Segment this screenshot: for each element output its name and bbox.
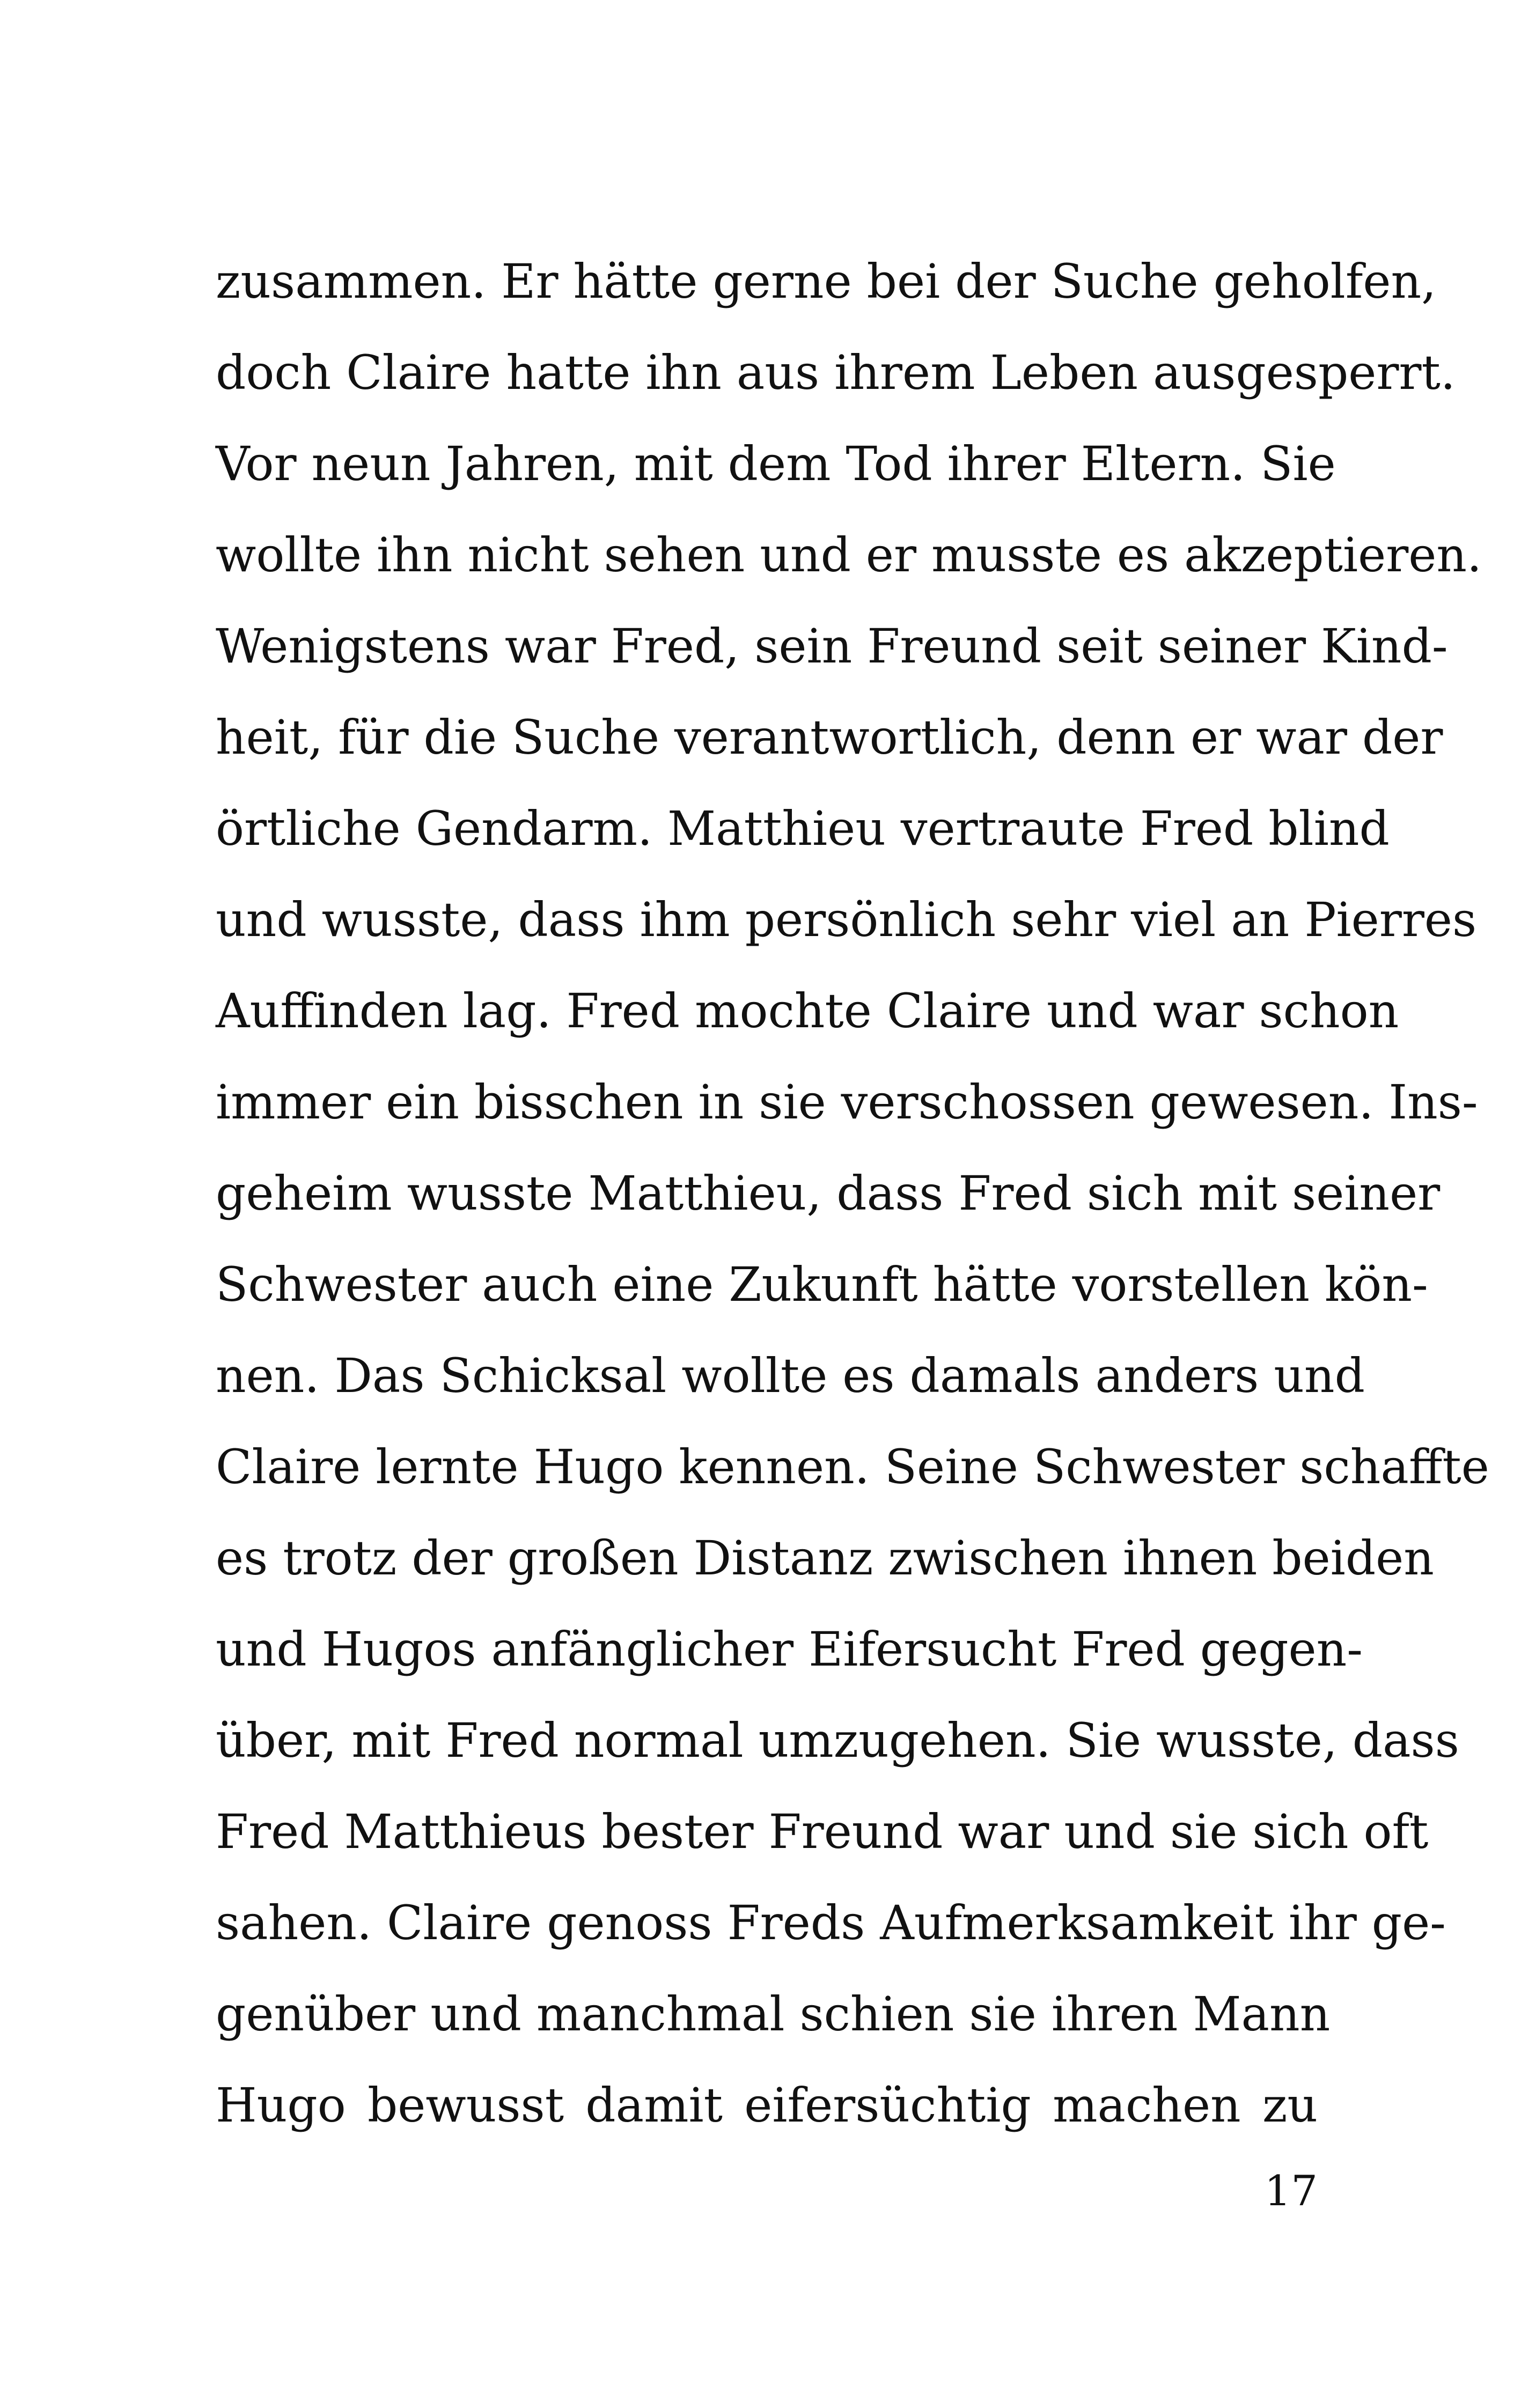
text-line-7: örtliche Gendarm. Matthieu vertraute Fred blind xyxy=(216,801,1390,856)
text-line-17: über, mit Fred normal umzugehen. Sie wusste, dass xyxy=(216,1713,1459,1768)
text-line-8: und wusste, dass ihm persönlich sehr viel an Pierres xyxy=(216,892,1477,947)
text-line-11: geheim wusste Matthieu, dass Fred sich mit seiner xyxy=(216,1166,1441,1221)
page-number: 17 xyxy=(1264,2167,1318,2215)
text-line-3: Vor neun Jahren, mit dem Tod ihrer Eltern. Sie xyxy=(216,436,1336,491)
text-line-4: wollte ihn nicht sehen und er musste es akzeptieren. xyxy=(216,527,1482,583)
body-text xyxy=(216,236,1489,2151)
text-line-12: Schwester auch eine Zukunft hätte vorstellen kön- xyxy=(216,1257,1428,1312)
text-line-16: und Hugos anfänglicher Eifersucht Fred gegen- xyxy=(216,1622,1363,1677)
text-line-5: Wenigstens war Fred, sein Freund seit seiner Kind- xyxy=(216,618,1448,674)
text-line-10: immer ein bisschen in sie verschossen gewesen. Ins- xyxy=(216,1074,1478,1130)
text-line-13: nen. Das Schicksal wollte es damals anders und xyxy=(216,1348,1365,1403)
text-line-9: Auffinden lag. Fred mochte Claire und war schon xyxy=(216,983,1399,1039)
text-line-21: Hugo bewusst damit eifersüchtig machen zu xyxy=(216,2078,1318,2133)
text-line-19: sahen. Claire genoss Freds Aufmerksamkeit ihr ge- xyxy=(216,1895,1446,1950)
text-line-20: genüber und manchmal schien sie ihren Mann xyxy=(216,1986,1331,2042)
text-line-18: Fred Matthieus bester Freund war und sie sich oft xyxy=(216,1804,1429,1859)
text-line-14: Claire lernte Hugo kennen. Seine Schwester schaffte xyxy=(216,1439,1489,1494)
text-line-15: es trotz der großen Distanz zwischen ihnen beiden xyxy=(216,1530,1434,1586)
text-line-6: heit, für die Suche verantwortlich, denn er war der xyxy=(216,710,1443,765)
text-line-1: zusammen. Er hätte gerne bei der Suche geholfen, xyxy=(216,254,1437,309)
text-line-2: doch Claire hatte ihn aus ihrem Leben ausgesperrt. xyxy=(216,345,1456,400)
